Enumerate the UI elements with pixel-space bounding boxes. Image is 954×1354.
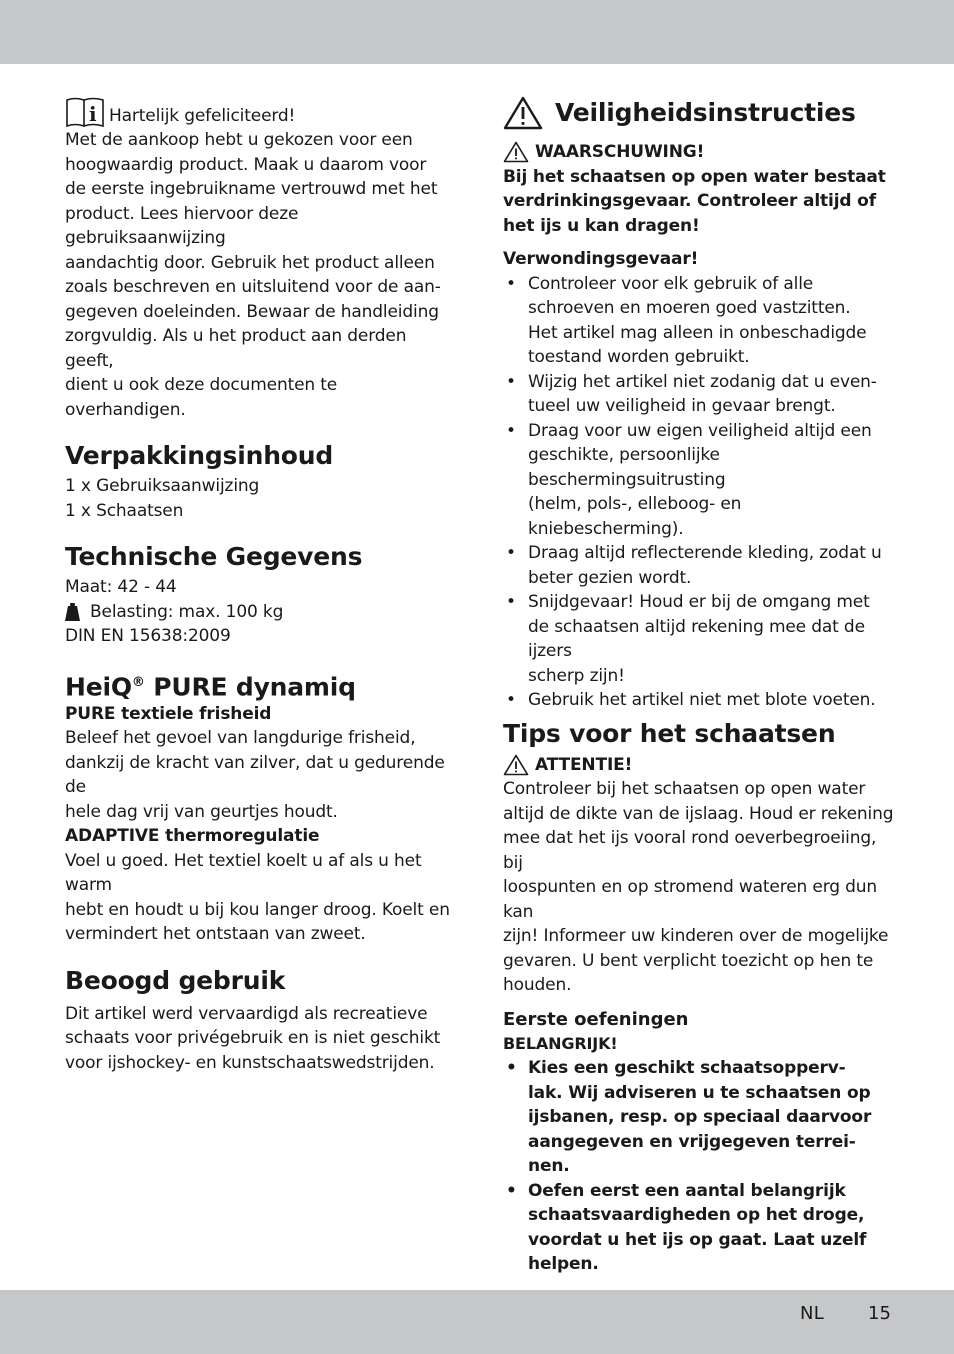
- left-column: [65, 96, 455, 1075]
- package-heading: Verpakkingsinhoud: [65, 441, 334, 470]
- important-label: BELANGRIJK!: [503, 1033, 618, 1053]
- package-item: 1 x Gebruiksaanwijzing: [65, 476, 260, 496]
- tech-size: Maat: 42 - 44: [65, 577, 177, 597]
- weight-icon: [65, 603, 80, 621]
- use-heading: Beoogd gebruik: [65, 965, 286, 995]
- svg-text:i: i: [89, 102, 97, 126]
- warning-triangle-icon: [503, 754, 529, 776]
- list-item: • Snijdgevaar! Houd er bij de omgang met de schaatsen altijd rekening mee dat de ijzers scherp zijn!: [503, 590, 895, 688]
- list-item: • Gebruik het artikel niet met blote voeten.: [503, 688, 895, 713]
- safety-heading-line: [503, 96, 895, 130]
- safety-heading: Veiligheidsinstructies: [555, 98, 856, 127]
- adaptive-subheading: ADAPTIVE thermoregulatie: [65, 826, 320, 847]
- list-item: • Oefen eerst een aantal belangrijk schaatsvaardigheden op het droge, voordat u het ijs op gaat. Laat uzelf helpen.: [503, 1179, 895, 1277]
- list-item: • Wijzig het artikel niet zodanig dat u even- tueel uw veiligheid in gevaar brengt.: [503, 370, 895, 419]
- right-column: [503, 96, 895, 1277]
- list-item: • Draag altijd reflecterende kleding, zodat u beter gezien wordt.: [503, 541, 895, 590]
- top-band: [0, 0, 954, 64]
- tips-heading: Tips voor het schaatsen: [503, 718, 836, 748]
- exercise-list: [503, 1056, 895, 1277]
- adaptive-text: Voel u goed. Het textiel koelt u af als u het warm hebt en houdt u bij kou langer droog. Koelt en vermindert het ontstaan van zweet.: [65, 850, 450, 945]
- list-item: • Draag voor uw eigen veiligheid altijd een geschikte, persoonlijke beschermingsuitrusting (helm, pols-, elleboog- en kniebescherming).: [503, 419, 895, 542]
- page-number: 15: [868, 1303, 891, 1324]
- intro-text: Met de aankoop hebt u gekozen voor een hoogwaardig product. Maak u daarom voor de eerste ingebruikname vertrouwd met het product. Lees hiervoor deze gebruiksaanwijzing aandachtig door. Gebruik het product alleen zoals beschreven en uitsluitend voor de aan- gegeven doeleinden. Bewaar de handleiding zorgvuldig. Als u het product aan derden geeft, dient u ook deze documenten te overhandigen.: [65, 130, 441, 420]
- footer-language: NL: [800, 1303, 825, 1324]
- attention-text: Controleer bij het schaatsen op open water altijd de dikte van de ijslaag. Houd er rekening mee dat het ijs vooral rond oeverbegroeiing, bij loospunten en op stromend wateren erg dun kan zijn! Informeer uw kinderen over de mogelijke gevaren. U bent verplicht toezicht op hen te houden.: [503, 779, 894, 995]
- tech-load: Belasting: max. 100 kg: [90, 601, 284, 622]
- use-text: Dit artikel werd vervaardigd als recreatieve schaats voor privégebruik en is niet geschikt voor ijshockey- en kunstschaatswedstrijden.: [65, 1003, 441, 1073]
- pure-subheading: PURE textiele frisheid: [65, 703, 272, 724]
- exercise-heading: Eerste oefeningen: [503, 1008, 689, 1030]
- list-item: • Controleer voor elk gebruik of alle schroeven en moeren goed vastzitten. Het artikel mag alleen in onbeschadigde toestand worden gebruikt.: [503, 272, 895, 370]
- tech-norm: DIN EN 15638:2009: [65, 626, 231, 646]
- warning-label: WAARSCHUWING!: [535, 142, 705, 162]
- package-item: 1 x Schaatsen: [65, 500, 184, 521]
- list-item: • Kies een geschikt schaatsopperv- lak. Wij adviseren u te schaatsen op ijsbanen, resp. op speciaal daarvoor aangegeven en vrijgegeven terrei- nen.: [503, 1056, 895, 1179]
- tech-heading: Technische Gegevens: [65, 542, 363, 571]
- intro-heading-line: [65, 96, 455, 128]
- attention-label: ATTENTIE!: [535, 754, 633, 775]
- info-book-icon: [65, 96, 105, 128]
- injury-heading: Verwondingsgevaar!: [503, 249, 699, 269]
- safety-list: [503, 272, 895, 713]
- pure-text: Beleef het gevoel van langdurige frisheid, dankzij de kracht van zilver, dat u gedurende de hele dag vrij van geurtjes houdt.: [65, 728, 445, 822]
- warning-text: Bij het schaatsen op open water bestaat verdrinkingsgevaar. Controleer altijd of het ijs u kan dragen!: [503, 166, 886, 236]
- heiq-heading: HeiQ® PURE dynamiq: [65, 671, 356, 701]
- warning-line: [503, 140, 895, 165]
- warning-triangle-icon: [503, 141, 529, 163]
- warning-triangle-icon: [503, 96, 543, 130]
- tech-load-line: [65, 600, 455, 625]
- intro-heading: Hartelijk gefeliciteerd!: [109, 105, 296, 126]
- attention-line: [503, 753, 895, 778]
